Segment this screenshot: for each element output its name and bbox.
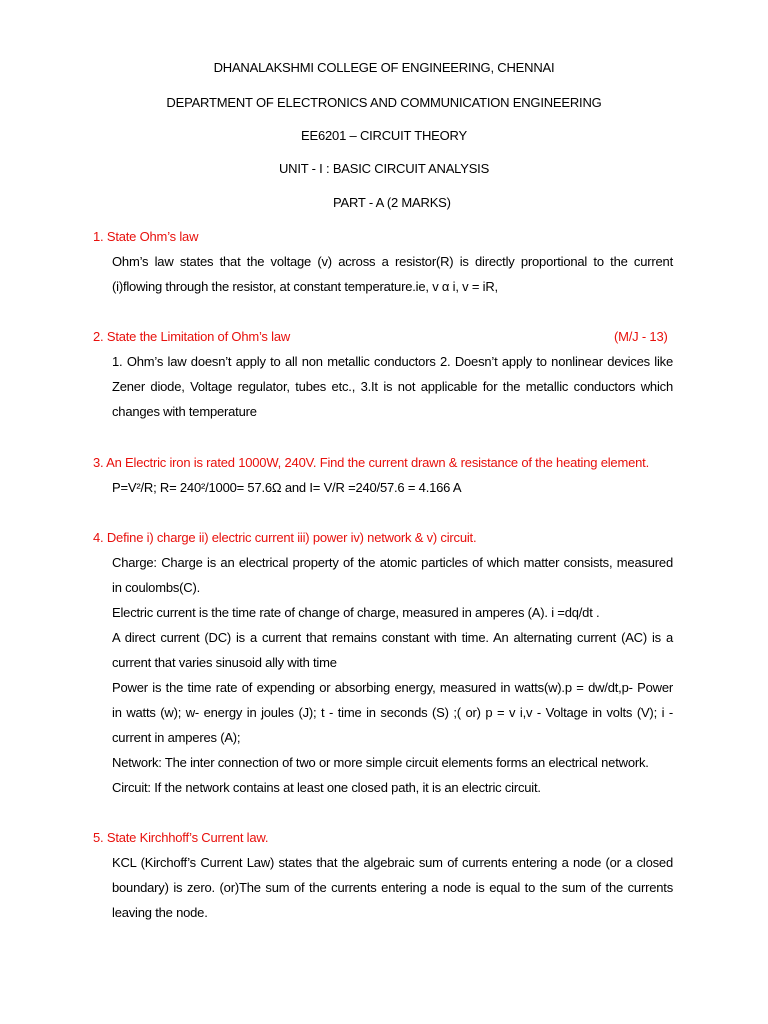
course-title: EE6201 – CIRCUIT THEORY [301, 128, 467, 143]
unit-title: UNIT - I : BASIC CIRCUIT ANALYSIS [278, 161, 490, 176]
answer-2-line-2: Zener diode, Voltage regulator, tubes etc., 3.It is not applicable for the metallic conductors which [112, 379, 673, 394]
answer-4-line-3: Electric current is the time rate of change of charge, measured in amperes (A). i =dq/dt . [112, 605, 600, 620]
answer-4-line-5: current that varies sinusoid ally with time [112, 655, 337, 670]
answer-3-line-1: P=V²/R; R= 240²/1000= 57.6Ω and I= V/R =240/57.6 = 4.166 A [112, 480, 462, 495]
answer-5-line-2: boundary) is zero. (or)The sum of the currents entering a node is equal to the sum of the currents [112, 880, 673, 895]
answer-1-line-2: (i)flowing through the resistor, at constant temperature.ie, v α i, v = iR, [112, 279, 498, 294]
question-5: 5. State Kirchhoff’s Current law. [93, 830, 269, 845]
question-2-exam-tag: (M/J - 13) [614, 329, 668, 344]
answer-4-line-1: Charge: Charge is an electrical property of the atomic particles of which matter consists, measured [112, 555, 673, 570]
question-3: 3. An Electric iron is rated 1000W, 240V. Find the current drawn & resistance of the heating element. [93, 455, 649, 470]
question-1: 1. State Ohm’s law [93, 229, 199, 244]
answer-4-line-9: Network: The inter connection of two or more simple circuit elements forms an electrical network. [112, 755, 649, 770]
college-name: DHANALAKSHMI COLLEGE OF ENGINEERING, CHENNAI [213, 60, 555, 75]
answer-4-line-2: in coulombs(C). [112, 580, 201, 595]
answer-4-line-10: Circuit: If the network contains at least one closed path, it is an electric circuit. [112, 780, 541, 795]
answer-1-line-1: Ohm’s law states that the voltage (v) across a resistor(R) is directly proportional to the current [112, 254, 673, 269]
answer-4-line-7: in watts (w); w- energy in joules (J); t - time in seconds (S) ;( or) p = v i,v - Voltage in volts (V); i - [112, 705, 673, 720]
answer-2-line-1: 1. Ohm’s law doesn’t apply to all non metallic conductors 2. Doesn’t apply to nonlinear devices like [112, 354, 673, 369]
answer-5-line-1: KCL (Kirchoff’s Current Law) states that the algebraic sum of currents entering a node (or a closed [112, 855, 673, 870]
answer-4-line-6: Power is the time rate of expending or absorbing energy, measured in watts(w).p = dw/dt,p- Power [112, 680, 673, 695]
answer-2-line-3: changes with temperature [112, 404, 257, 419]
question-2: 2. State the Limitation of Ohm’s law [93, 329, 291, 344]
question-4: 4. Define i) charge ii) electric current iii) power iv) network & v) circuit. [93, 530, 477, 545]
department-name: DEPARTMENT OF ELECTRONICS AND COMMUNICATION ENGINEERING [166, 95, 602, 110]
answer-4-line-8: current in amperes (A); [112, 730, 241, 745]
part-title: PART - A (2 MARKS) [333, 195, 451, 210]
answer-5-line-3: leaving the node. [112, 905, 208, 920]
answer-4-line-4: A direct current (DC) is a current that remains constant with time. An alternating current (AC) is a [112, 630, 673, 645]
